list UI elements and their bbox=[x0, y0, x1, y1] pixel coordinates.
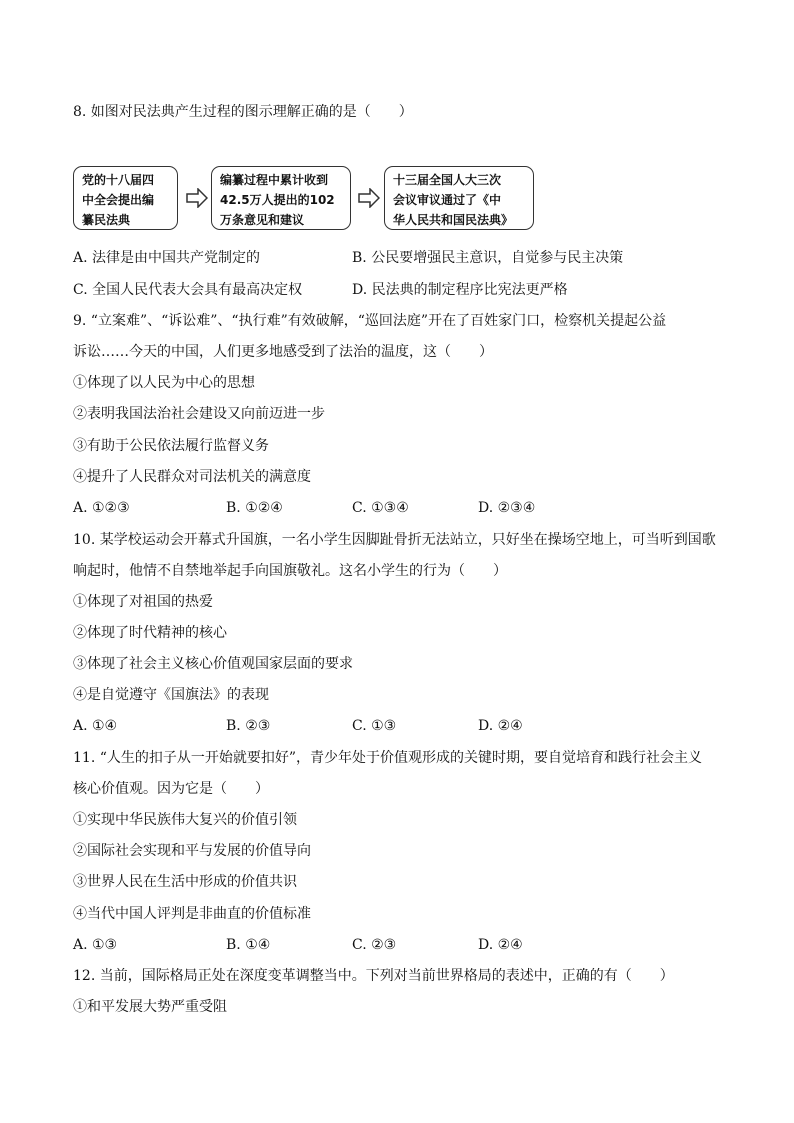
q11-item: ①实现中华民族伟大复兴的价值引领 bbox=[73, 812, 297, 828]
question-9-stem-cont: 诉讼……今天的中国，人们更多地感受到了法治的温度，这（ ） bbox=[73, 344, 493, 360]
question-10-stem: 10. 某学校运动会开幕式升国旗，一名小学生因脚趾骨折无法站立，只好坐在操场空地上，可当听到国歌 bbox=[73, 532, 716, 548]
legal-process-flowchart bbox=[73, 166, 543, 234]
q11-item: ③世界人民在生活中形成的价值共识 bbox=[73, 874, 297, 890]
q11-option-c: C. ②③ bbox=[352, 937, 397, 953]
q11-option-b: B. ①④ bbox=[226, 937, 271, 953]
q9-item: ③有助于公民依法履行监督义务 bbox=[73, 438, 269, 454]
q8-option-b: B. 公民要增强民主意识，自觉参与民主决策 bbox=[352, 250, 624, 266]
q12-item: ①和平发展大势严重受阻 bbox=[73, 999, 227, 1015]
q9-option-d: D. ②③④ bbox=[478, 500, 536, 516]
flow-box-adoption bbox=[384, 166, 534, 230]
q9-option-a: A. ①②③ bbox=[73, 500, 130, 516]
q8-option-d: D. 民法典的制定程序比宪法更严格 bbox=[352, 282, 568, 298]
q10-item: ②体现了时代精神的核心 bbox=[73, 625, 227, 641]
question-11-stem: 11. “人生的扣子从一开始就要扣好”，青少年处于价值观形成的关键时期，要自觉培育和践行社会主义 bbox=[73, 750, 703, 766]
flow-box-line: 纂民法典 bbox=[82, 213, 131, 227]
q9-item: ②表明我国法治社会建设又向前迈进一步 bbox=[73, 406, 325, 422]
flow-box-line: 编纂过程中累计收到 bbox=[220, 173, 329, 187]
q9-item: ①体现了以人民为中心的思想 bbox=[73, 375, 255, 391]
q11-item: ④当代中国人评判是非曲直的价值标准 bbox=[73, 906, 311, 922]
flow-box-line: 华人民共和国民法典》 bbox=[393, 213, 514, 227]
flow-box-line: 党的十八届四 bbox=[82, 173, 155, 187]
flow-box-compilation bbox=[211, 166, 351, 230]
q10-item: ①体现了对祖国的热爱 bbox=[73, 594, 213, 610]
right-arrow-icon bbox=[358, 188, 380, 208]
q9-item: ④提升了人民群众对司法机关的满意度 bbox=[73, 469, 311, 485]
flow-box-line: 万条意见和建议 bbox=[220, 213, 305, 227]
q11-item: ②国际社会实现和平与发展的价值导向 bbox=[73, 843, 311, 859]
q9-option-b: B. ①②④ bbox=[226, 500, 283, 516]
q10-option-c: C. ①③ bbox=[352, 718, 397, 734]
q9-option-c: C. ①③④ bbox=[352, 500, 409, 516]
q11-option-a: A. ①③ bbox=[73, 937, 118, 953]
q8-option-a: A. 法律是由中国共产党制定的 bbox=[73, 250, 261, 266]
q8-option-c: C. 全国人民代表大会具有最高决定权 bbox=[73, 282, 303, 298]
q10-option-a: A. ①④ bbox=[73, 718, 118, 734]
question-9-stem: 9. “立案难”、“诉讼难”、“执行难”有效破解，“巡回法庭”开在了百姓家门口，检察机关提起公益 bbox=[73, 313, 667, 329]
q11-option-d: D. ②④ bbox=[478, 937, 523, 953]
flow-box-line: 会议审议通过了《中 bbox=[393, 193, 502, 207]
question-8-stem: 8. 如图对民法典产生过程的图示理解正确的是（ ） bbox=[73, 104, 413, 120]
flow-box-proposal bbox=[73, 166, 178, 230]
flow-box-line: 十三届全国人大三次 bbox=[393, 173, 502, 187]
q10-option-d: D. ②④ bbox=[478, 718, 523, 734]
flow-box-line: 中全会提出编 bbox=[82, 193, 155, 207]
question-11-stem-cont: 核心价值观。因为它是（ ） bbox=[73, 781, 269, 797]
question-10-stem-cont: 响起时，他情不自禁地举起手向国旗敬礼。这名小学生的行为（ ） bbox=[73, 563, 507, 579]
q10-option-b: B. ②③ bbox=[226, 718, 271, 734]
flow-box-line: 42.5万人提出的102 bbox=[220, 193, 335, 207]
q10-item: ③体现了社会主义核心价值观国家层面的要求 bbox=[73, 656, 353, 672]
right-arrow-icon bbox=[186, 188, 208, 208]
question-12-stem: 12. 当前，国际格局正处在深度变革调整当中。下列对当前世界格局的表述中，正确的有（ ） bbox=[73, 968, 674, 984]
q10-item: ④是自觉遵守《国旗法》的表现 bbox=[73, 687, 269, 703]
